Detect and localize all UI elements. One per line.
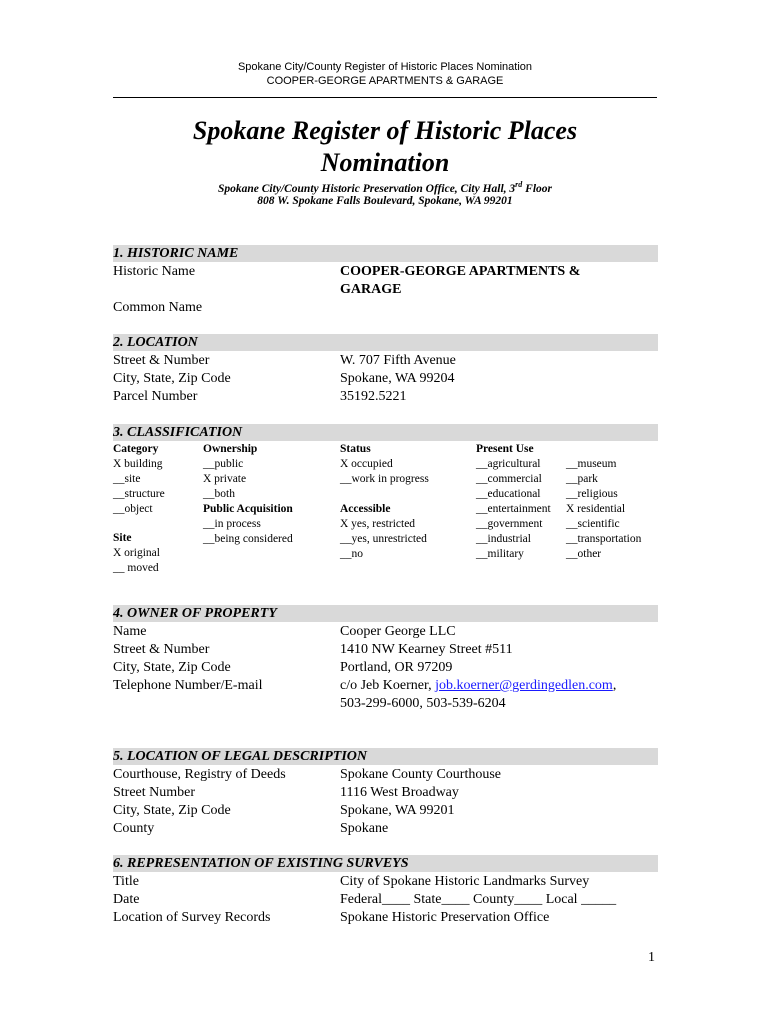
present-use-option: __scientific [566,518,620,530]
present-use-heading: Present Use [476,443,534,455]
running-header-property: COOPER-GEORGE APARTMENTS & GARAGE [266,75,504,87]
present-use-option: __military [476,548,524,560]
survey-location-label: Location of Survey Records [113,910,271,925]
survey-title-label: Title [113,874,139,889]
present-use-option: __entertainment [476,503,551,515]
ownership-option: __both [203,488,235,500]
category-option: __site [113,473,141,485]
ownership-option: X private [203,473,247,485]
section-heading-legal-description: 5. LOCATION OF LEGAL DESCRIPTION [113,749,367,764]
owner-street-label: Street & Number [113,642,210,657]
owner-contact-value: c/o Jeb Koerner, job.koerner@gerdingedlen.com, [340,678,617,693]
status-option: X occupied [340,458,393,470]
accessible-option: X yes, restricted [340,518,416,530]
present-use-option: __park [566,473,598,485]
present-use-option: __educational [476,488,541,500]
street-value: W. 707 Fifth Avenue [340,353,456,368]
city-value: Spokane, WA 99204 [340,371,455,386]
legal-city-value: Spokane, WA 99201 [340,803,455,818]
owner-name-value: Cooper George LLC [340,624,456,639]
courthouse-label: Courthouse, Registry of Deeds [113,767,286,782]
present-use-option: __industrial [476,533,531,545]
status-option: __work in progress [340,473,429,485]
accessible-option: __yes, unrestricted [340,533,427,545]
owner-phones-value: 503-299-6000, 503-539-6204 [340,696,506,711]
accessible-option: __no [340,548,363,560]
ownership-option: __public [203,458,244,470]
section-heading-classification: 3. CLASSIFICATION [113,425,243,440]
county-label: County [113,821,155,836]
county-value: Spokane [340,821,389,836]
section-heading-owner: 4. OWNER OF PROPERTY [113,606,277,621]
present-use-option: __other [566,548,602,560]
present-use-option: __agricultural [476,458,541,470]
parcel-value: 35192.5221 [340,389,407,404]
present-use-option: __transportation [566,533,642,545]
legal-street-label: Street Number [113,785,196,800]
page-title-line2: Nomination [320,148,450,177]
survey-date-value: Federal____ State____ County____ Local _____ [340,892,617,907]
category-option: __object [113,503,153,515]
site-heading: Site [113,532,132,544]
acquisition-option: __being considered [203,533,293,545]
section-heading-location: 2. LOCATION [113,335,198,350]
running-header-title: Spokane City/County Register of Historic Places Nomination [237,61,533,73]
historic-name-value-cont: GARAGE [340,282,402,297]
historic-name-label: Historic Name [113,264,196,279]
survey-date-label: Date [113,892,140,907]
present-use-option: __commercial [476,473,542,485]
category-option: __structure [113,488,165,500]
survey-title-value: City of Spokane Historic Landmarks Survey [340,874,590,889]
survey-location-value: Spokane Historic Preservation Office [340,910,550,925]
owner-contact-label: Telephone Number/E-mail [113,678,263,693]
owner-email-link[interactable]: job.koerner@gerdingedlen.com [435,678,613,693]
courthouse-value: Spokane County Courthouse [340,767,501,782]
present-use-option: __museum [566,458,617,470]
owner-city-value: Portland, OR 97209 [340,660,453,675]
page-title: Spokane Register of Historic Places [192,116,578,145]
accessible-heading: Accessible [340,503,391,515]
owner-name-label: Name [113,624,147,639]
present-use-option: X residential [566,503,626,515]
page-number: 1 [648,950,655,965]
section-heading-surveys: 6. REPRESENTATION OF EXISTING SURVEYS [113,856,409,871]
office-address-line2: 808 W. Spokane Falls Boulevard, Spokane, WA 99201 [257,195,513,207]
site-option: __ moved [113,562,159,574]
historic-name-value: COOPER-GEORGE APARTMENTS & [340,264,581,279]
header-rule [113,97,657,98]
ownership-heading: Ownership [203,443,258,455]
category-heading: Category [113,443,159,455]
office-address-line1: Spokane City/County Historic Preservation Office, City Hall, 3rd Floor [217,180,553,195]
city-label: City, State, Zip Code [113,371,231,386]
present-use-option: __religious [566,488,618,500]
public-acquisition-heading: Public Acquisition [203,503,293,515]
acquisition-option: __in process [203,518,261,530]
legal-street-value: 1116 West Broadway [340,785,459,800]
site-option: X original [113,547,160,559]
parcel-label: Parcel Number [113,389,198,404]
owner-city-label: City, State, Zip Code [113,660,231,675]
present-use-option: __government [476,518,543,530]
category-option: X building [113,458,163,470]
status-heading: Status [340,443,371,455]
owner-street-value: 1410 NW Kearney Street #511 [340,642,513,657]
street-label: Street & Number [113,353,210,368]
common-name-label: Common Name [113,300,203,315]
legal-city-label: City, State, Zip Code [113,803,231,818]
section-heading-historic-name: 1. HISTORIC NAME [113,246,239,261]
